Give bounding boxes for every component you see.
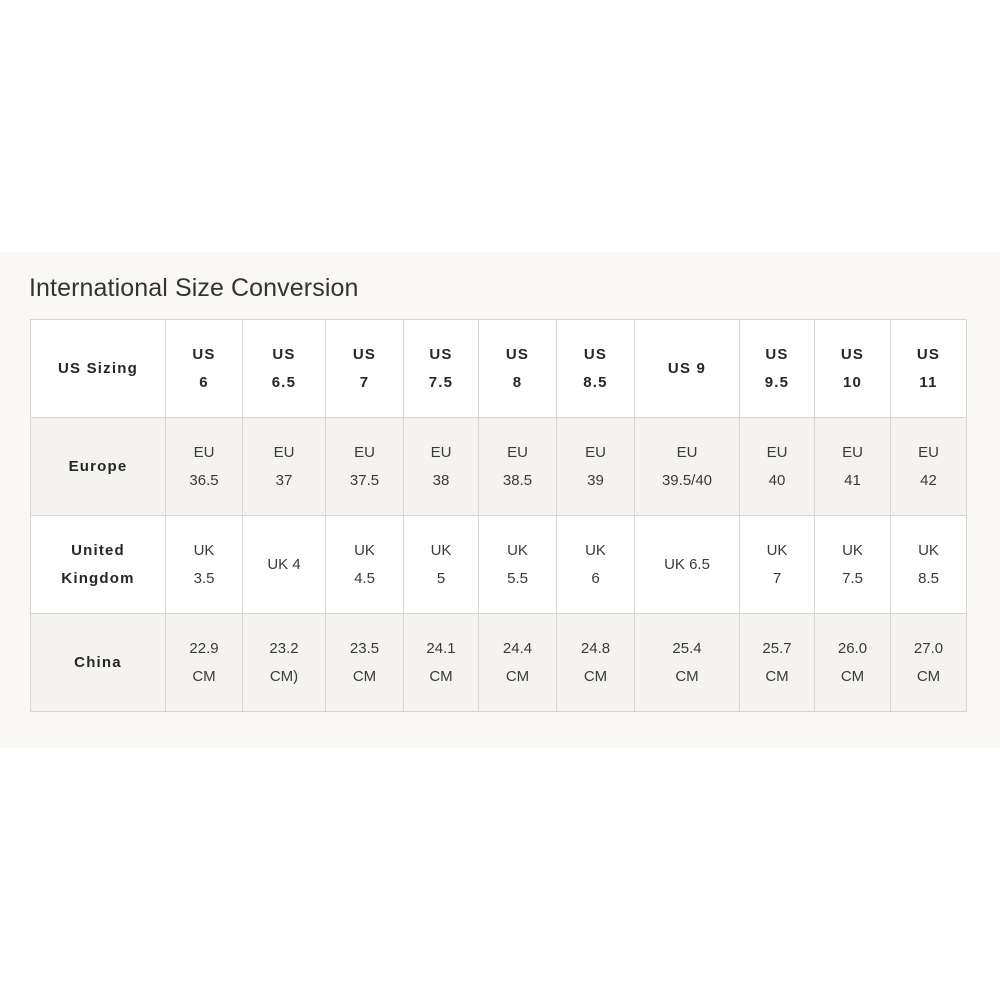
size-cell-text: US (272, 345, 296, 363)
size-cell (891, 614, 967, 712)
china-row (31, 614, 967, 712)
size-cell-text: 7 (772, 569, 782, 587)
size-cell-text: 38 (432, 471, 450, 489)
size-cell-text: UK 4 (267, 555, 301, 573)
size-cell (891, 418, 967, 516)
size-cell (326, 516, 404, 614)
size-conversion-table (30, 319, 967, 712)
size-cell (479, 614, 557, 712)
size-cell-text: 40 (768, 471, 786, 489)
size-cell (557, 418, 635, 516)
size-cell (166, 320, 243, 418)
size-cell (891, 516, 967, 614)
size-cell-text: 23.2 (269, 639, 299, 657)
size-cell-text: 8.5 (918, 569, 939, 587)
size-cell-text: 10 (842, 373, 863, 391)
size-cell-text: 39.5/40 (661, 471, 713, 489)
size-cell (815, 516, 891, 614)
size-cell-text: EU (430, 443, 452, 461)
size-cell (404, 614, 479, 712)
size-cell-text: UK 6.5 (664, 555, 710, 573)
size-cell-text: CM (675, 667, 699, 685)
row-header-label: Europe (68, 457, 128, 475)
size-cell-text: EU (193, 443, 215, 461)
size-cell (326, 320, 404, 418)
size-cell-text: US (583, 345, 608, 363)
row-header-label: China (74, 653, 122, 671)
size-cell (404, 418, 479, 516)
size-cell-text: 7.5 (842, 569, 863, 587)
size-cell-text: US (916, 345, 941, 363)
size-cell-text: 23.5 (349, 639, 380, 657)
size-cell (815, 320, 891, 418)
size-cell (326, 614, 404, 712)
row-header (31, 516, 166, 614)
row-header-label: United (71, 541, 125, 559)
size-cell-text: 3.5 (193, 569, 215, 587)
size-cell (479, 320, 557, 418)
size-cell (479, 418, 557, 516)
size-cell-text: 6 (591, 569, 600, 587)
row-header (31, 320, 166, 418)
size-cell (635, 320, 740, 418)
size-cell (166, 614, 243, 712)
size-cell (635, 516, 740, 614)
size-cell-text: US (505, 345, 530, 363)
size-cell (326, 418, 404, 516)
size-cell-text: US (192, 345, 216, 363)
size-cell-text: 36.5 (189, 471, 219, 489)
size-cell (166, 516, 243, 614)
chart-title: International Size Conversion (29, 274, 359, 302)
size-cell-text: 27.0 (913, 639, 944, 657)
size-cell-text: 8.5 (583, 373, 608, 391)
size-table-body (31, 320, 967, 712)
size-cell (635, 418, 740, 516)
size-cell-text: 4.5 (354, 569, 375, 587)
size-cell-text: EU (676, 443, 698, 461)
size-cell (243, 614, 326, 712)
size-cell (891, 320, 967, 418)
size-cell-text: 11 (919, 373, 938, 391)
size-cell-text: CM (429, 667, 453, 685)
size-cell-text: EU (766, 443, 788, 461)
row-header (31, 418, 166, 516)
size-cell-text: 25.4 (672, 639, 702, 657)
size-cell (815, 614, 891, 712)
row-header-label: US Sizing (58, 359, 138, 377)
size-cell (557, 614, 635, 712)
size-cell-text: CM (505, 667, 530, 685)
size-cell-text: EU (507, 443, 528, 461)
size-cell-text: CM (840, 667, 865, 685)
size-cell-text: US (765, 345, 789, 363)
size-cell-text: UK (918, 541, 939, 559)
size-cell-text: EU (585, 443, 606, 461)
size-cell (243, 516, 326, 614)
size-cell (243, 418, 326, 516)
size-cell-text: 37.5 (349, 471, 380, 489)
size-cell (635, 614, 740, 712)
size-cell-text: 6.5 (271, 373, 297, 391)
size-cell-text: UK (430, 541, 452, 559)
size-cell-text: CM (765, 667, 789, 685)
size-cell-text: CM (916, 667, 941, 685)
size-cell (404, 516, 479, 614)
size-cell-text: US (352, 345, 377, 363)
size-cell-text: UK (585, 541, 606, 559)
size-cell-text: EU (354, 443, 375, 461)
size-cell-text: EU (918, 443, 939, 461)
size-cell-text: 25.7 (762, 639, 792, 657)
us-sizing-row (31, 320, 967, 418)
size-cell-text: 6 (199, 373, 209, 391)
size-cell-text: CM) (269, 667, 299, 685)
size-cell-text: 8 (512, 373, 523, 391)
size-cell-text: US 9 (667, 359, 707, 377)
row-header-label: Kingdom (61, 569, 135, 587)
size-cell-text: CM (352, 667, 377, 685)
size-cell (243, 320, 326, 418)
size-cell-text: 37 (275, 471, 293, 489)
size-cell-text: 39 (587, 471, 604, 489)
size-cell-text: UK (842, 541, 863, 559)
size-cell (815, 418, 891, 516)
size-cell (479, 516, 557, 614)
size-cell (557, 516, 635, 614)
size-cell-text: 24.1 (426, 639, 456, 657)
size-cell-text: 24.8 (580, 639, 611, 657)
size-cell-text: US (840, 345, 865, 363)
size-cell-text: UK (766, 541, 788, 559)
size-cell-text: 5 (436, 569, 446, 587)
size-cell-text: 5.5 (507, 569, 528, 587)
row-header (31, 614, 166, 712)
size-cell-text: 38.5 (502, 471, 533, 489)
size-cell-text: 42 (920, 471, 937, 489)
size-cell-text: UK (193, 541, 215, 559)
size-cell-text: UK (507, 541, 528, 559)
size-cell-text: UK (354, 541, 375, 559)
size-cell (740, 418, 815, 516)
size-cell-text: 9.5 (764, 373, 790, 391)
size-cell-text: 7 (359, 373, 370, 391)
size-cell (404, 320, 479, 418)
size-cell (740, 516, 815, 614)
size-cell-text: 24.4 (502, 639, 533, 657)
size-cell-text: EU (842, 443, 863, 461)
size-cell-text: 41 (844, 471, 861, 489)
size-cell-text: US (429, 345, 453, 363)
uk-row (31, 516, 967, 614)
size-cell-text: CM (192, 667, 216, 685)
size-cell-text: CM (583, 667, 608, 685)
size-cell-text: 26.0 (837, 639, 868, 657)
europe-row (31, 418, 967, 516)
size-cell (557, 320, 635, 418)
size-cell-text: 7.5 (428, 373, 454, 391)
size-cell-text: 22.9 (189, 639, 219, 657)
size-cell-text: EU (273, 443, 295, 461)
size-cell (740, 320, 815, 418)
size-cell (166, 418, 243, 516)
size-cell (740, 614, 815, 712)
